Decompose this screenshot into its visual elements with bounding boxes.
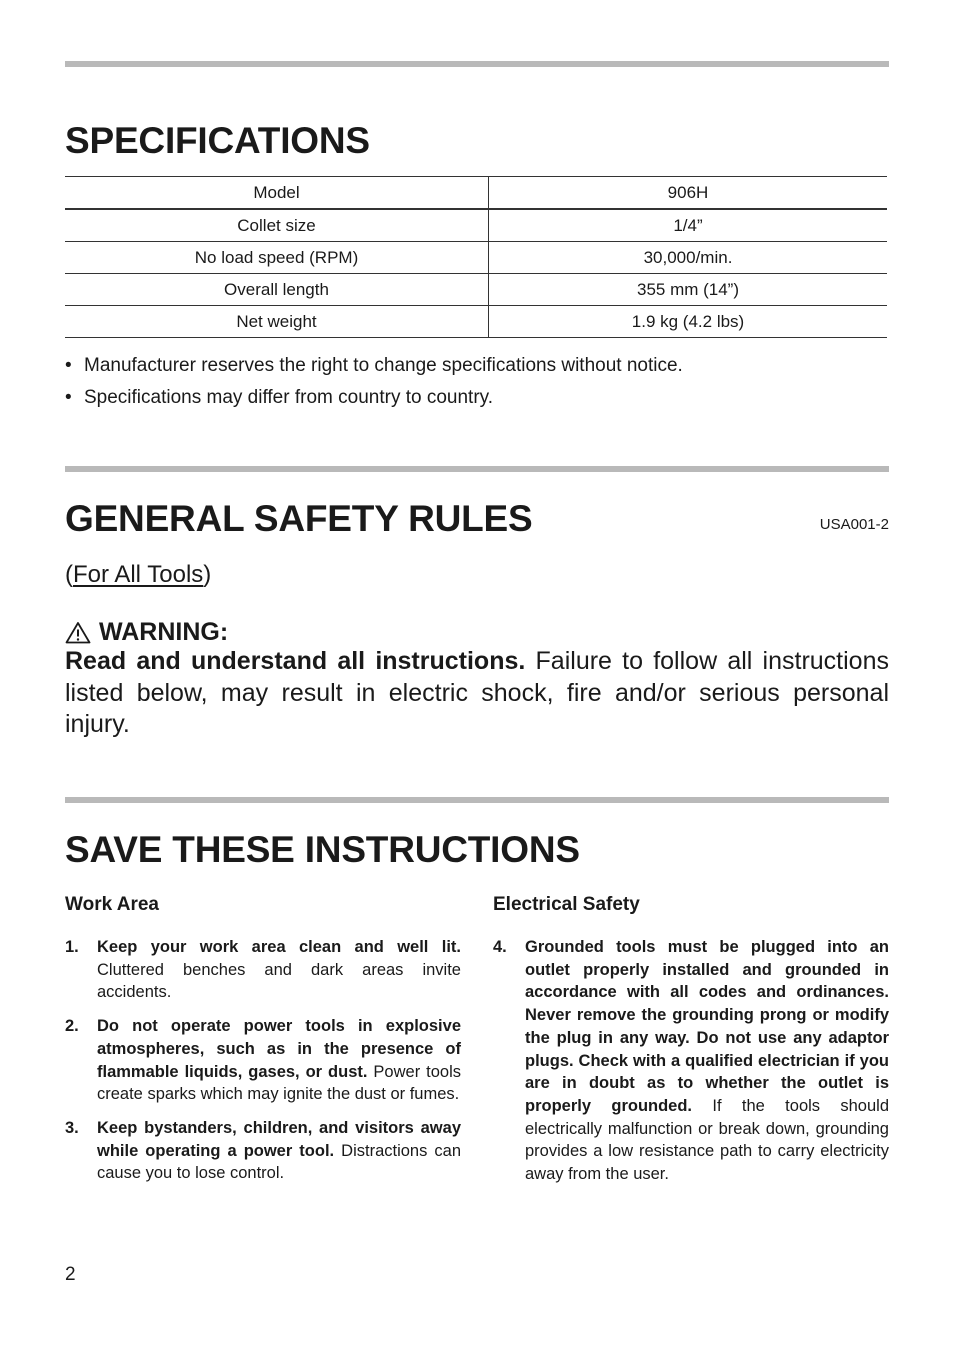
document-code: USA001-2 xyxy=(819,516,889,533)
spec-value: 30,000/min. xyxy=(489,242,888,274)
section-divider xyxy=(65,797,889,803)
electrical-safety-column xyxy=(493,893,889,1197)
work-area-column xyxy=(65,893,461,1196)
item-text: Distractions can cause you to lose control. xyxy=(97,1141,461,1183)
work-area-heading: Work Area xyxy=(65,894,159,915)
item-number: 1. xyxy=(65,938,79,956)
warning-label: WARNING: xyxy=(99,618,229,646)
electrical-safety-list xyxy=(493,936,889,1186)
list-item xyxy=(65,352,683,384)
page-number: 2 xyxy=(65,1264,76,1285)
section-divider xyxy=(65,466,889,472)
item-number: 3. xyxy=(65,1118,79,1137)
subtitle-close-paren: ) xyxy=(203,561,212,588)
spec-label: Net weight xyxy=(65,306,489,338)
item-bold-text: Keep bystanders, children, and visitors away while operating a power tool. xyxy=(97,1118,461,1160)
list-item xyxy=(65,384,683,416)
list-item xyxy=(65,936,461,1004)
bullet-icon: • xyxy=(65,355,72,376)
subtitle-text: For All Tools xyxy=(73,561,204,588)
specifications-title: SPECIFICATIONS xyxy=(65,120,370,161)
bullet-icon: • xyxy=(65,387,72,408)
spec-value: 1/4” xyxy=(489,209,888,242)
warning-bold-text: Read and understand all instructions. xyxy=(65,647,526,675)
item-bold-text: Keep your work area clean and well lit. xyxy=(97,938,461,956)
note-text: Specifications may differ from country to country. xyxy=(84,387,494,408)
table-row xyxy=(65,274,887,306)
warning-text: Failure to follow all instructions listed below, may result in electric shock, fire and/or serious personal injury. xyxy=(65,647,889,738)
electrical-safety-heading: Electrical Safety xyxy=(493,894,640,915)
subtitle-open-paren: ( xyxy=(65,561,73,588)
table-row xyxy=(65,177,887,210)
spec-label: Model xyxy=(65,177,489,210)
table-row xyxy=(65,209,887,242)
item-number: 2. xyxy=(65,1017,79,1036)
item-bold-text: Grounded tools must be plugged into an outlet properly installed and grounded in accordance with all codes and ordinances. Never remove the grounding prong or modify the plug in any way. Do not use any adaptor plugs. Check with a qualified electrician if you are in doubt as to whether the outlet is properly grounded. xyxy=(525,938,889,1115)
warning-paragraph xyxy=(65,646,889,741)
item-bold-text: Do not operate power tools in explosive atmospheres, such as in the presence of flammable liquids, gases, or dust. xyxy=(97,1017,461,1081)
item-text: Power tools create sparks which may ignite the dust or fumes. xyxy=(97,1062,461,1104)
spec-label: Overall length xyxy=(65,274,489,306)
specification-notes xyxy=(65,352,683,416)
table-row xyxy=(65,306,887,338)
spec-label: No load speed (RPM) xyxy=(65,242,489,274)
list-item xyxy=(65,1015,461,1106)
spec-value: 906H xyxy=(489,177,888,210)
save-instructions-title: SAVE THESE INSTRUCTIONS xyxy=(65,829,580,870)
safety-subtitle xyxy=(65,561,211,589)
warning-triangle-icon xyxy=(65,621,91,644)
item-text: Cluttered benches and dark areas invite accidents. xyxy=(97,960,461,1002)
note-text: Manufacturer reserves the right to change specifications without notice. xyxy=(84,355,683,376)
table-row xyxy=(65,242,887,274)
item-text: If the tools should electrically malfunction or break down, grounding provides a low resistance path to carry electricity away from the user. xyxy=(525,1096,889,1184)
specifications-table xyxy=(65,176,887,338)
item-number: 4. xyxy=(493,938,507,956)
general-safety-title: GENERAL SAFETY RULES xyxy=(65,498,533,539)
work-area-list xyxy=(65,936,461,1185)
warning-heading xyxy=(65,618,228,647)
list-item xyxy=(65,1117,461,1185)
list-item xyxy=(493,936,889,1186)
spec-label: Collet size xyxy=(65,209,489,242)
spec-value: 1.9 kg (4.2 lbs) xyxy=(489,306,888,338)
spec-value: 355 mm (14”) xyxy=(489,274,888,306)
section-divider xyxy=(65,61,889,67)
